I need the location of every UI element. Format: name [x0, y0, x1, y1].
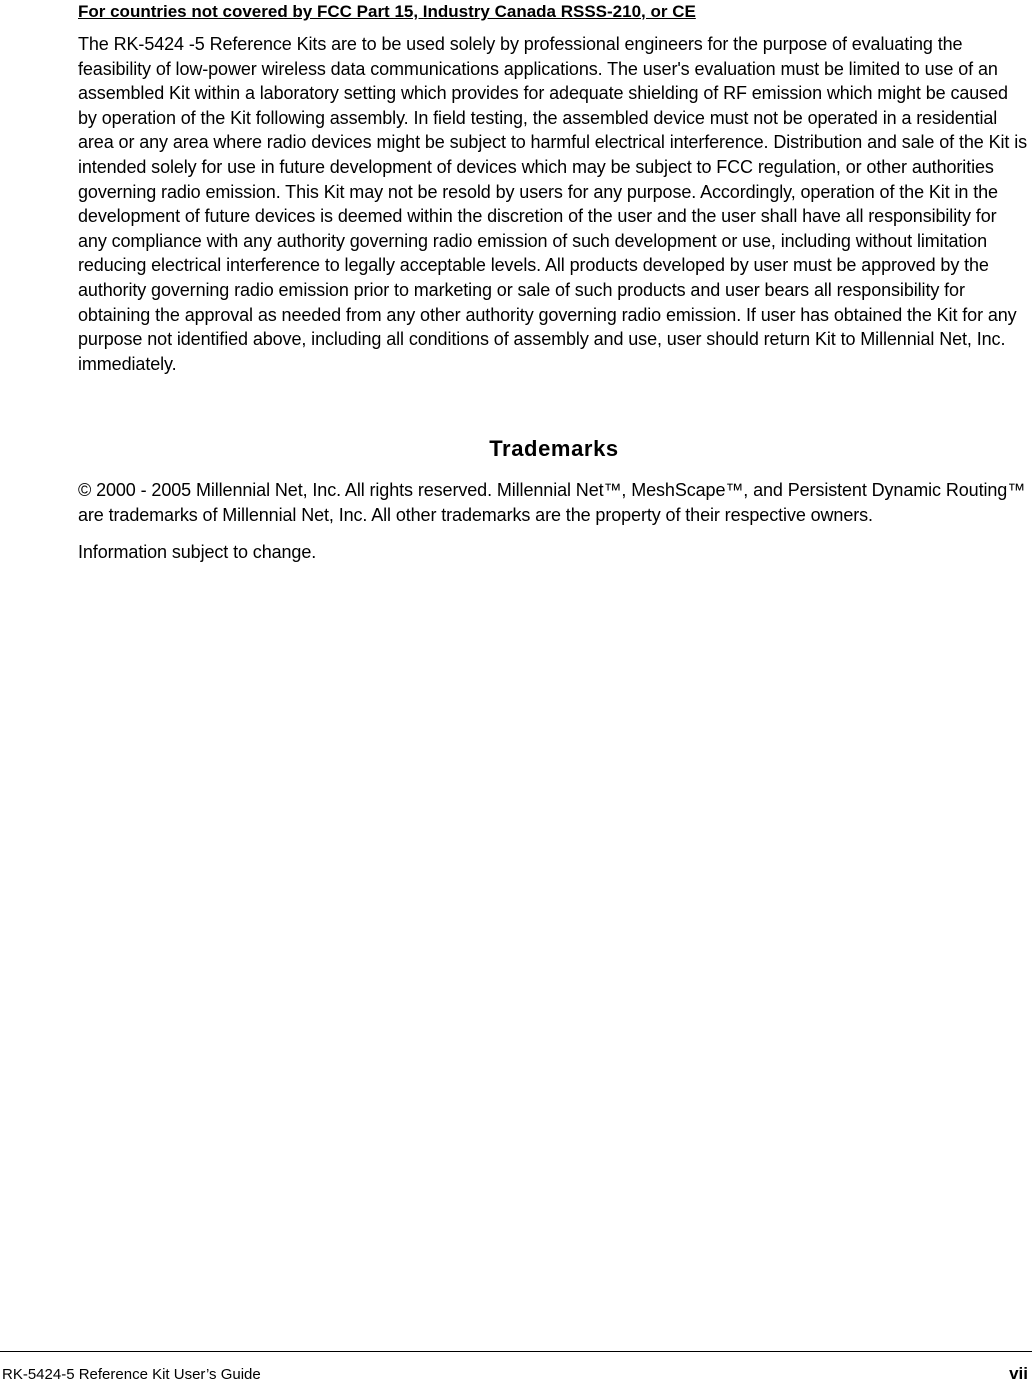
trademarks-title: Trademarks [489, 436, 619, 462]
info-subject-to-change: Information subject to change. [78, 541, 317, 562]
footer-divider [0, 1351, 1032, 1352]
trademarks-body: © 2000 - 2005 Millennial Net, Inc. All rights reserved. Millennial Net™, MeshScape™, and Persistent Dynamic Routing™ are trademarks of Millennial Net, Inc. All other trademarks are the property of their respective owners. [78, 480, 1026, 525]
footer-document-title: RK-5424-5 Reference Kit User’s Guide [2, 1366, 261, 1383]
page-content [78, 0, 1030, 564]
fcc-section-body: The RK-5424 -5 Reference Kits are to be used solely by professional engineers for the purpose of evaluating the feasibility of low-power wireless data communications applications. The user's evaluation must be limited to use of an assembled Kit within a laboratory setting which provides for adequate shielding of RF emission which might be caused by operation of the Kit following assembly. In field testing, the assembled device must not be operated in a residential area or any area where radio devices might be subject to harmful electrical interference. Distribution and sale of the Kit is intended solely for use in future development of devices which may be subject to FCC regulation, or other authorities governing radio emission. This Kit may not be resold by users for any purpose. Accordingly, operation of the Kit in the development of future devices is deemed within the discretion of the user and the user shall have all responsibility for any compliance with any authority governing radio emission of such development or use, including without limitation reducing electrical interference to legally acceptable levels. All products developed by user must be approved by the authority governing radio emission prior to marketing or sale of such products and user bears all responsibility for obtaining the approval as needed from any other authority governing radio emission. If user has obtained the Kit for any purpose not identified above, including all conditions of assembly and use, user should return Kit to Millennial Net, Inc. immediately. [78, 34, 1027, 374]
fcc-section-heading: For countries not covered by FCC Part 15, Industry Canada RSSS-210, or CE [78, 2, 696, 21]
footer-page-number: vii [1009, 1364, 1028, 1383]
